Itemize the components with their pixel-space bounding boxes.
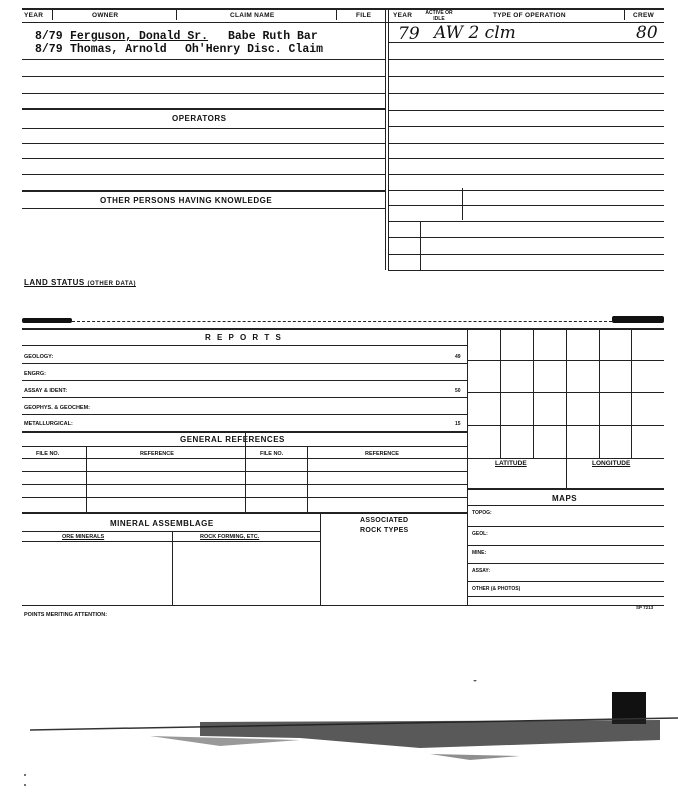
geology-num: 49 <box>455 354 461 360</box>
gr-header-ref-2: REFERENCE <box>365 451 399 457</box>
maps-label: MAPS <box>552 494 578 503</box>
op-type: AW 2 clm <box>434 23 516 43</box>
assay-label: ASSAY & IDENT: <box>24 388 68 394</box>
header-claim-name: CLAIM NAME <box>230 12 275 19</box>
scan-noise <box>0 680 678 807</box>
other-persons-label: OTHER PERSONS HAVING KNOWLEDGE <box>100 196 273 205</box>
gr-header-file-1: FILE NO. <box>36 451 60 457</box>
longitude-label: LONGITUDE <box>592 460 631 467</box>
row2-date: 8/79 <box>35 43 63 56</box>
general-references-title: GENERAL REFERENCES <box>180 435 285 444</box>
op-crew: 80 <box>636 23 658 43</box>
table-top-border <box>22 8 664 10</box>
geophys-label: GEOPHYS. & GEOCHEM: <box>24 405 91 411</box>
mineral-assemblage-title: MINERAL ASSEMBLAGE <box>110 519 214 528</box>
associated-label: ASSOCIATED <box>360 517 409 524</box>
header-file: FILE <box>356 12 372 19</box>
header-bottom-border <box>22 22 664 23</box>
scan-mark-right <box>612 316 664 323</box>
header-type-of-operation: TYPE OF OPERATION <box>493 12 566 19</box>
header-crew: CREW <box>633 12 655 19</box>
rock-forming-label: ROCK FORMING, ETC. <box>200 534 260 540</box>
header-year-2: YEAR <box>393 12 413 19</box>
latitude-label: LATITUDE <box>495 460 527 467</box>
row2-owner: Thomas, Arnold <box>70 43 167 56</box>
operators-label: OPERATORS <box>172 114 227 123</box>
scan-mark-left <box>22 318 72 323</box>
row2-claim: Oh'Henry Disc. Claim <box>185 43 324 56</box>
reports-title: R E P O R T S <box>205 333 283 342</box>
header-year: YEAR <box>24 12 44 19</box>
header-owner: OWNER <box>92 12 119 19</box>
geology-label: GEOLOGY: <box>24 354 54 360</box>
metallurgical-num: 15 <box>455 421 461 427</box>
ore-minerals-label: ORE MINERALS <box>62 534 105 540</box>
op-year: 79 <box>398 24 420 44</box>
map-topog: TOPOG: <box>472 510 492 516</box>
row1-owner: Ferguson, Donald Sr. <box>70 30 209 43</box>
gr-header-file-2: FILE NO. <box>260 451 284 457</box>
row1-claim: Babe Ruth Bar <box>228 30 318 43</box>
assay-num: 50 <box>455 388 461 394</box>
map-assay: ASSAY: <box>472 568 491 574</box>
map-other: OTHER (& PHOTOS) <box>472 586 521 592</box>
gr-header-ref-1: REFERENCE <box>140 451 174 457</box>
points-meriting-attention: POINTS MERITING ATTENTION: <box>24 612 108 618</box>
map-mine: MINE: <box>472 550 487 556</box>
header-active-or-idle: ACTIVE OR IDLE <box>425 10 453 22</box>
rock-types-label: ROCK TYPES <box>360 527 409 534</box>
row1-date: 8/79 <box>35 30 63 43</box>
form-number: SP 7213 <box>636 605 654 610</box>
table-divider <box>385 8 386 270</box>
metallurgical-label: METALLURGICAL: <box>24 421 73 427</box>
engrg-label: ENGRG: <box>24 371 46 377</box>
land-status-label: LAND STATUS (OTHER DATA) <box>24 278 136 287</box>
map-geol: GEOL: <box>472 531 488 537</box>
